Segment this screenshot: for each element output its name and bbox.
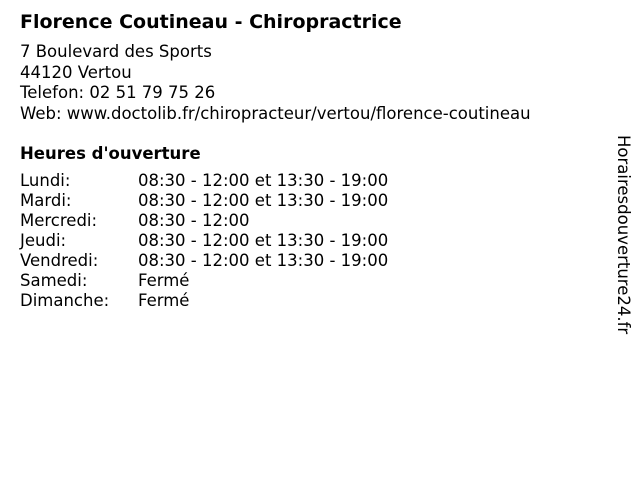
day-label: Mercredi: — [20, 211, 98, 230]
hours-row-thursday — [20, 231, 605, 251]
business-card — [20, 10, 605, 311]
address-city: 44120 Vertou — [20, 62, 132, 82]
day-label: Jeudi: — [20, 231, 67, 250]
opening-hours-heading: Heures d'ouverture — [20, 144, 201, 163]
hours-row-wednesday — [20, 211, 605, 231]
site-watermark: Horairesdouverture24.fr — [614, 135, 633, 335]
day-label: Mardi: — [20, 191, 72, 210]
hours-row-saturday — [20, 271, 605, 291]
phone-number: Telefon: 02 51 79 75 26 — [20, 83, 216, 102]
hours-row-sunday — [20, 291, 605, 311]
hours-row-monday — [20, 171, 605, 191]
time-value: 08:30 - 12:00 et 13:30 - 19:00 — [138, 231, 389, 250]
hours-row-tuesday — [20, 191, 605, 211]
time-value: 08:30 - 12:00 et 13:30 - 19:00 — [138, 251, 389, 270]
day-label: Vendredi: — [20, 251, 99, 270]
day-label: Dimanche: — [20, 291, 110, 310]
time-value: Fermé — [138, 291, 190, 310]
hours-row-friday — [20, 251, 605, 271]
time-value: 08:30 - 12:00 — [138, 211, 250, 230]
website: Web: www.doctolib.fr/chiropracteur/vertou/florence-coutineau — [20, 103, 531, 123]
day-label: Lundi: — [20, 171, 71, 190]
business-name: Florence Coutineau - Chiropractrice — [20, 11, 402, 33]
time-value: 08:30 - 12:00 et 13:30 - 19:00 — [138, 171, 389, 190]
opening-hours-list — [20, 171, 605, 311]
day-label: Samedi: — [20, 271, 88, 290]
time-value: Fermé — [138, 271, 190, 290]
address-street: 7 Boulevard des Sports — [20, 42, 212, 61]
time-value: 08:30 - 12:00 et 13:30 - 19:00 — [138, 191, 389, 210]
